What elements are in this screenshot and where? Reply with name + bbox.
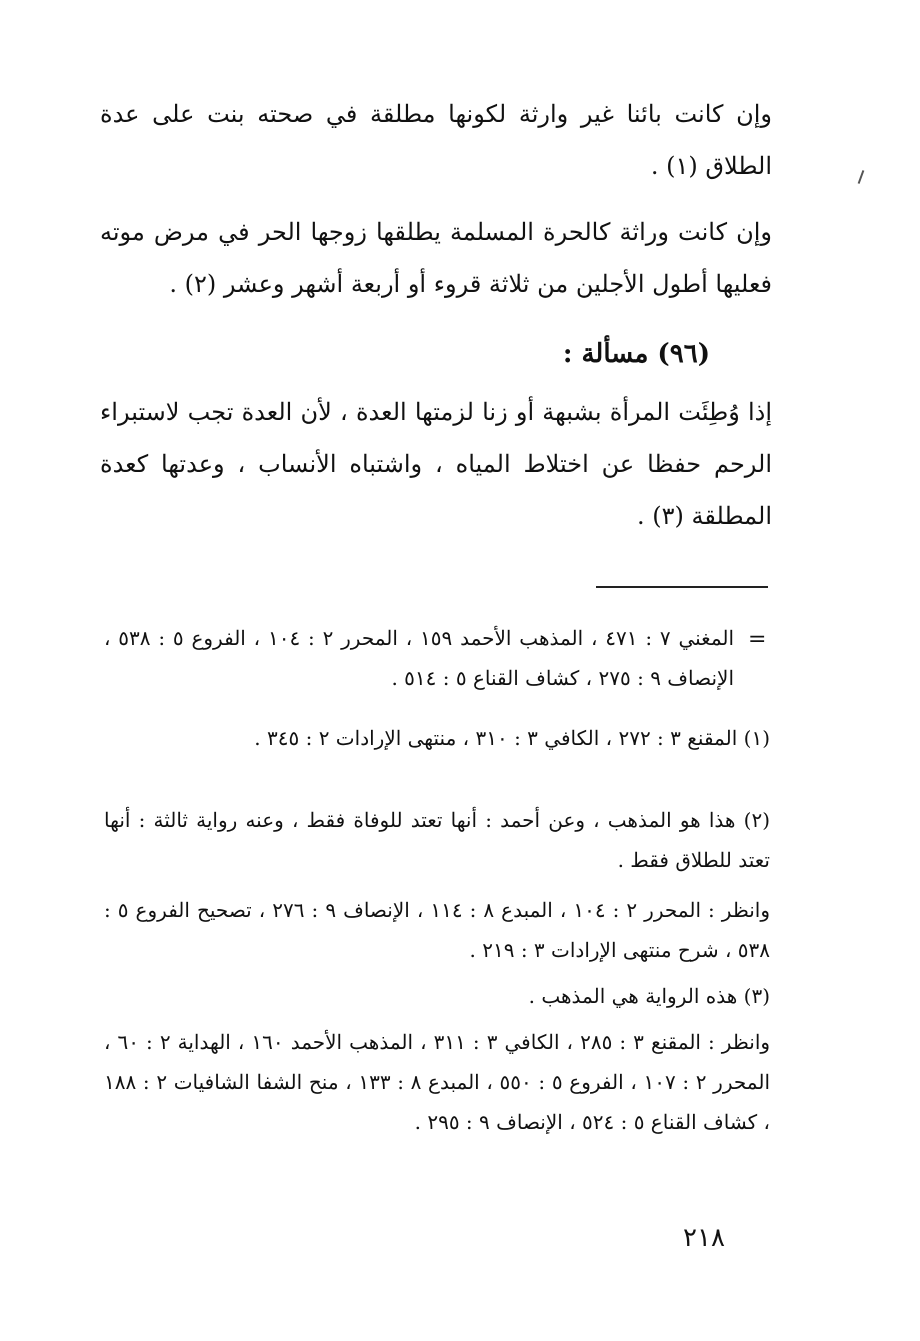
footnote-separator: [596, 586, 768, 588]
footnote-3: (٣) هذه الرواية هي المذهب .: [528, 984, 770, 1008]
continuation-mark: =: [748, 627, 767, 652]
footnote-2-references: وانظر : المحرر ٢ : ١٠٤ ، المبدع ٨ : ١١٤ ، الإنصاف ٩ : ٢٧٦ ، تصحيح الفروع ٥ : ٥٣٨ ، شرح منتهى الإرادات ٣ : ٢١٩ .: [104, 898, 771, 962]
footnote-2: (٢) هذا هو المذهب ، وعن أحمد : أنها تعتد للوفاة فقط ، وعنه رواية ثالثة : أنها تعتد للطلاق فقط .: [104, 808, 770, 872]
paragraph-1: وإن كانت بائنا غير وارثة لكونها مطلقة في صحته بنت على عدة الطلاق (١) .: [100, 100, 772, 180]
scan-mark: [858, 170, 865, 184]
paragraph-2: وإن كانت وراثة كالحرة المسلمة يطلقها زوجها الحر في مرض موته فعليها أطول الأجلين من ثلاثة قروء أو أربعة أشهر وعشر (٢) .: [100, 218, 773, 298]
footnote-1: (١) المقنع ٣ : ٢٧٢ ، الكافي ٣ : ٣١٠ ، منتهى الإرادات ٢ : ٣٤٥ .: [254, 726, 770, 750]
footnote-3-references: وانظر : المقنع ٣ : ٢٨٥ ، الكافي ٣ : ٣١١ ، المذهب الأحمد ١٦٠ ، الهداية ٢ : ٦٠ ، المحرر ٢ : ١٠٧ ، الفروع ٥ : ٥٥٠ ، المبدع ٨ : ١٣٣ ، منح الشفا الشافيات ٢ : ١٨٨ ، كشاف القناع ٥ : ٥٢٤ ، الإنصاف ٩ : ٢٩٥ .: [104, 1030, 771, 1134]
page-number: ٢١٨: [683, 1223, 725, 1253]
footnote-continuation: المغني ٧ : ٤٧١ ، المذهب الأحمد ١٥٩ ، المحرر ٢ : ١٠٤ ، الفروع ٥ : ٥٣٨ ، الإنصاف ٩ : ٢٧٥ ، كشاف القناع ٥ : ٥١٤ .: [104, 626, 735, 690]
paragraph-3: إذا وُطِئَت المرأة بشبهة أو زنا لزمتها العدة ، لأن العدة تجب لاستبراء الرحم حفظا عن اختلاط المياه ، واشتباه الأنساب ، وعدتها كعدة المطلقة (٣) .: [100, 398, 773, 530]
section-heading: (٩٦) مسألة :: [562, 339, 710, 369]
